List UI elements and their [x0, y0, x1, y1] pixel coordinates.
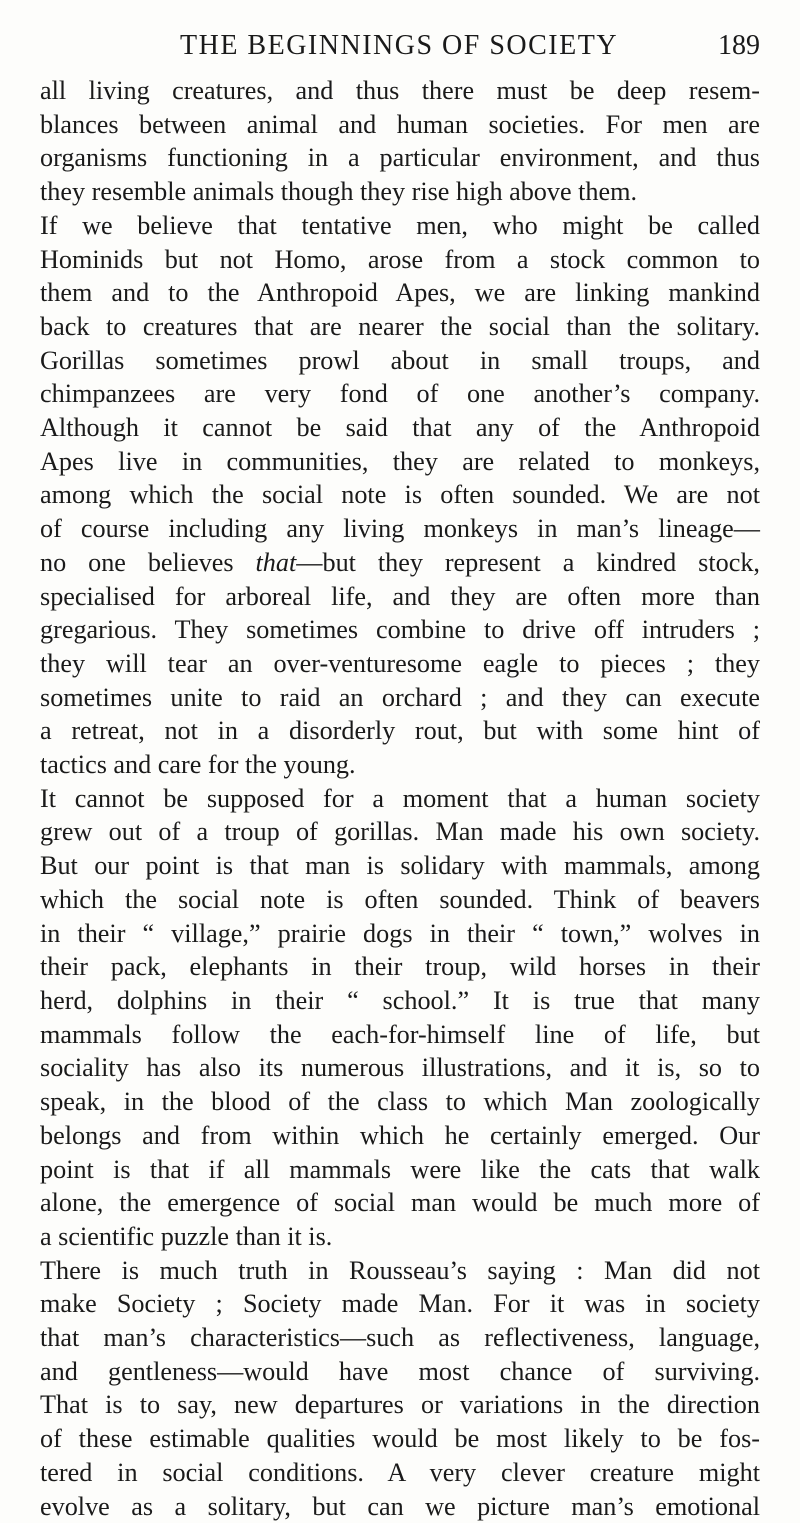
- body-text: [40, 74, 760, 1523]
- text-line: belongs and from within which he certainly emerged. Our: [40, 1120, 760, 1150]
- text-line: gregarious. They sometimes combine to drive off intruders ;: [40, 615, 760, 645]
- text-line: herd, dolphins in their “ school.” It is true that many: [40, 985, 760, 1015]
- text-line: speak, in the blood of the class to which Man zoologically: [40, 1087, 760, 1117]
- text-line: and gentleness—would have most chance of surviving.: [40, 1356, 760, 1386]
- text-line: sometimes unite to raid an orchard ; and they can execute: [40, 682, 760, 712]
- text-line: that man’s characteristics—such as reflectiveness, language,: [40, 1323, 760, 1353]
- text-line: Apes live in communities, they are related to monkeys,: [40, 446, 760, 476]
- text-line: chimpanzees are very fond of one another’s company.: [40, 379, 760, 409]
- text-segment: no one believes: [40, 547, 256, 577]
- text-line: in their “ village,” prairie dogs in their “ town,” wolves in: [40, 918, 760, 948]
- text-line: But our point is that man is solidary with mammals, among: [40, 851, 760, 881]
- text-line: Gorillas sometimes prowl about in small troups, and: [40, 345, 760, 375]
- text-line: sociality has also its numerous illustrations, and it is, so to: [40, 1053, 760, 1083]
- text-line: point is that if all mammals were like the cats that walk: [40, 1154, 760, 1184]
- text-line: tactics and care for the young.: [40, 750, 356, 780]
- text-line: Hominids but not Homo, arose from a stock common to: [40, 244, 760, 274]
- text-segment: —but they represent a kindred stock,: [296, 547, 760, 577]
- running-title: THE BEGINNINGS OF SOCIETY: [180, 30, 619, 61]
- text-line: organisms functioning in a particular environment, and thus: [40, 143, 760, 173]
- text-line: mammals follow the each-for-himself line of life, but: [40, 1019, 760, 1049]
- text-line: them and to the Anthropoid Apes, we are linking mankind: [40, 278, 760, 308]
- text-line-with-emphasis: [40, 546, 760, 580]
- text-line: their pack, elephants in their troup, wild horses in their: [40, 952, 760, 982]
- text-line: which the social note is often sounded. Think of beavers: [40, 884, 760, 914]
- text-line: they will tear an over-venturesome eagle to pieces ; they: [40, 648, 760, 678]
- text-line: among which the social note is often sounded. We are not: [40, 480, 760, 510]
- text-line: Although it cannot be said that any of the Anthropoid: [40, 413, 760, 443]
- text-line: back to creatures that are nearer the social than the solitary.: [40, 311, 760, 341]
- text-line: make Society ; Society made Man. For it was in society: [40, 1289, 760, 1319]
- text-line: all living creatures, and thus there must be deep resem-: [40, 76, 760, 105]
- text-line: evolve as a solitary, but can we picture man’s emotional: [40, 1491, 760, 1521]
- page-number: 189: [718, 30, 760, 61]
- emphasized-word: that: [255, 547, 297, 577]
- text-line: tered in social conditions. A very clever creature might: [40, 1457, 760, 1487]
- text-line: There is much truth in Rousseau’s saying : Man did not: [40, 1255, 760, 1285]
- text-line: of these estimable qualities would be most likely to be fos-: [40, 1424, 760, 1454]
- text-line: specialised for arboreal life, and they are often more than: [40, 581, 760, 611]
- text-line: alone, the emergence of social man would be much more of: [40, 1188, 760, 1218]
- text-line: blances between animal and human societies. For men are: [40, 109, 760, 139]
- running-head: [40, 30, 760, 74]
- text-line: a retreat, not in a disorderly rout, but with some hint of: [40, 716, 760, 746]
- text-line: It cannot be supposed for a moment that a human society: [40, 783, 760, 813]
- text-line: That is to say, new departures or variations in the direction: [40, 1390, 760, 1420]
- text-line: a scientific puzzle than it is.: [40, 1221, 333, 1251]
- text-line: If we believe that tentative men, who might be called: [40, 210, 760, 240]
- book-page: [40, 30, 760, 1523]
- text-line: they resemble animals though they rise high above them.: [40, 177, 638, 207]
- text-line: of course including any living monkeys in man’s lineage—: [40, 514, 760, 544]
- text-line: grew out of a troup of gorillas. Man made his own society.: [40, 817, 760, 847]
